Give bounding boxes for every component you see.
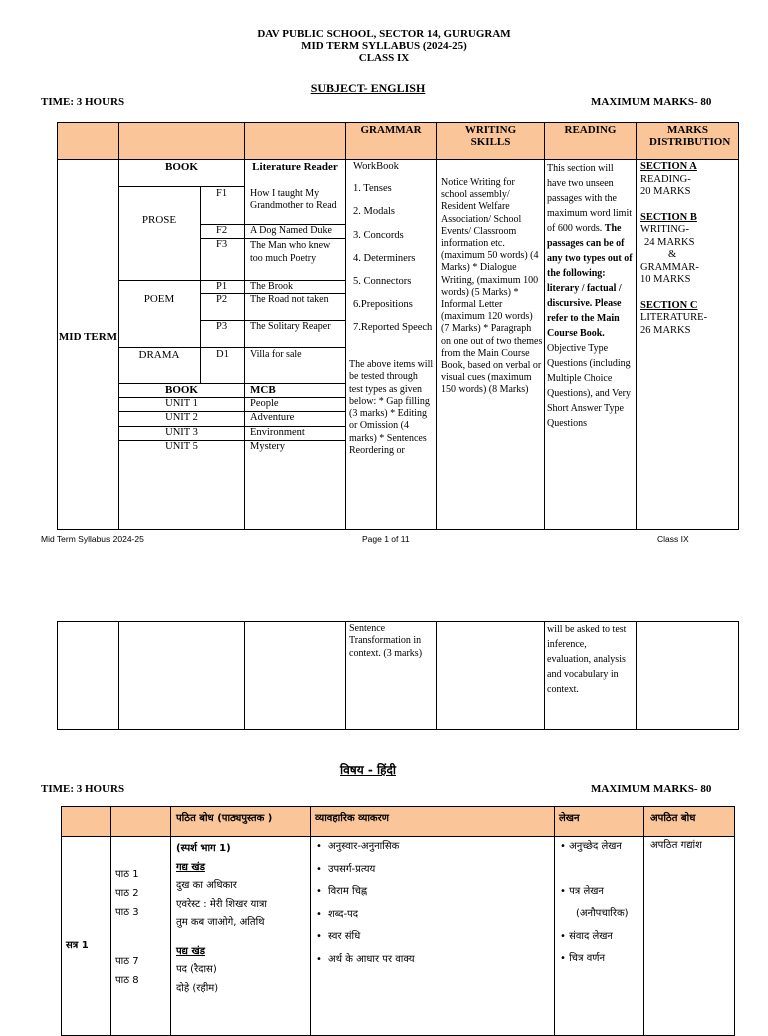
writing-topic: • अनुच्छेद लेखन [560,841,622,852]
book-label: BOOK [164,161,198,173]
chapter-title: The Road not taken [250,294,329,305]
reading-text [547,161,635,431]
grammar-topic: • अर्थ के आधार पर वाक्य [316,953,552,976]
header-grammar: GRAMMAR [345,122,437,160]
unit-label: UNIT 1 [165,398,198,409]
section-b-value: WRITING- [640,224,689,235]
unit-title: Mystery [250,441,285,452]
unit-label: UNIT 2 [165,412,198,423]
grammar-topic: • स्वर संधि [316,930,552,953]
chapter-title: The Solitary Reaper [250,321,331,332]
grammar-topic: • शब्द-पद [316,908,552,931]
prose-title: तुम कब जाओगे, अतिथि [176,917,265,928]
lesson-number: पाठ 3 [115,907,139,918]
poetry-title: दोहे (रहीम) [176,982,219,994]
header-blank-1 [57,122,119,160]
grammar-item: 6.Prepositions [353,299,413,310]
header-blank-2 [118,122,245,160]
mcb-book-label: BOOK [164,384,198,396]
hindi-max-marks: MAXIMUM MARKS- 80 [591,783,712,795]
grammar-item: 4. Determiners [353,253,416,264]
unit-label: UNIT 5 [165,441,198,452]
grammar-item: 7.Reported Speech [353,322,433,333]
unit-title: People [250,398,279,409]
reading-questions: Objective Type Questions (including Multiple Choice Questions), and Very Short Answer Type Questions [547,343,631,429]
chapter-title: The Brook [250,281,294,292]
prose-title: दुख का अधिकार [176,880,237,891]
footer-page: Page 1 of 11 [362,534,410,544]
unit-title: Environment [250,427,305,438]
writing-topic: • चित्र वर्णन [560,953,606,964]
chapter-title: How I taught My Grandmother to Read [250,188,337,211]
english-time: TIME: 3 HOURS [41,96,125,108]
writing-topic: • पत्र लेखन [560,886,604,897]
school-name: DAV PUBLIC SCHOOL, SECTOR 14, GURUGRAM [257,28,511,40]
grammar-item: WorkBook [353,161,399,172]
unit-title: Adventure [250,412,295,423]
hindi-textbook-text [176,840,308,998]
lesson-number: पाठ 2 [115,888,139,899]
term-label: MID TERM [58,331,118,343]
syllabus-title: MID TERM SYLLABUS (2024-25) [301,40,467,52]
chapter-title: The Man who knew too much Poetry [250,240,331,264]
section-a-value: READING- 20 MARKS [640,173,691,197]
hindi-header-textbook: पठित बोध (पाठ्यपुस्तक ) [170,806,311,837]
hindi-header-writing: लेखन [554,806,644,837]
hindi-header-grammar: व्यावहारिक व्याकरण [310,806,555,837]
prose-title: एवरेस्ट : मेरी शिखर यात्रा [176,898,268,910]
lit-reader-label: Literature Reader [252,161,338,173]
hindi-writing-list [560,840,644,974]
hindi-term-label: सत्र 1 [66,940,89,951]
chapter-code: F1 [216,188,228,199]
unseen-passage-text: अपठित गद्यांश [650,840,702,851]
term-cell [57,159,119,530]
header-marks-distribution: MARKS DISTRIBUTION [636,122,739,160]
header-writing-skills: WRITING SKILLS [436,122,545,160]
cont-cell-marks [636,621,739,730]
reading-passages: The passages can be of any two types out of the following: literary / factual / discursive. Please refer to the Main Course Book. [547,223,633,339]
english-max-marks: MAXIMUM MARKS- 80 [591,96,712,108]
hindi-grammar-list [316,840,552,975]
subject-hindi-title: विषय - हिंदी [340,763,396,777]
class-title: CLASS IX [358,52,410,64]
prose-label: PROSE [141,214,177,226]
unit-label: UNIT 3 [165,427,198,438]
lesson-number: पाठ 8 [115,975,139,986]
grammar-item: 3. Concords [353,230,404,241]
grammar-topic: • विराम चिह्न [316,885,552,908]
lesson-number: पाठ 1 [115,869,139,880]
header-reading: READING [544,122,637,160]
grammar-item: 2. Modals [353,206,395,217]
writing-topic: • संवाद लेखन [560,931,613,942]
hindi-header-blank-2 [110,806,171,837]
grammar-topic: • अनुस्वार-अनुनासिक [316,840,552,863]
footer-left: Mid Term Syllabus 2024-25 [41,534,144,544]
writing-skills-text: Notice Writing for school assembly/ Resident Welfare Association/ School Events/ Classroom information etc. (maximum 50 words) (4 Marks) * Dialogue Writing, (maximum 100 words) (5 Marks) * Informal Letter (maximum 120 words) (7 Marks) * Paragraph on one out of two themes from the Main Course Book, based on verbal or visual cues (maximum 150 words) (8 Marks) [441,177,543,396]
grammar-note: The above items will be tested through test types as given below: * Gap filling (3 marks) * Editing or Omission (4 marks) * Sentences Reordering or [349,359,434,457]
chapter-code: P2 [216,294,228,305]
poem-label: POEM [143,293,175,305]
reading-cont-text: will be asked to test inference, evaluation, analysis and vocabulary in context. [547,624,627,695]
section-c-label: SECTION C [640,299,698,311]
lesson-number: पाठ 7 [115,956,139,967]
marks-text [640,161,738,337]
cont-cell-term [57,621,119,730]
hindi-header-unseen: अपठित बोध [643,806,735,837]
poetry-section-label: पद्य खंड [176,945,205,957]
chapter-code: F3 [216,239,228,250]
chapter-title: A Dog Named Duke [250,225,332,236]
chapter-code: F2 [216,225,228,236]
section-b-value: 24 MARKS [644,236,695,248]
header-blank-3 [244,122,346,160]
hindi-time: TIME: 3 HOURS [41,783,125,795]
grammar-item: 5. Connectors [353,276,412,287]
grammar-cont-text: Sentence Transformation in context. (3 marks) [349,623,423,659]
section-b-value: & [668,249,677,260]
chapter-code: P1 [216,281,228,292]
writing-topic-note: (अनौपचारिक) [576,908,629,919]
section-a-label: SECTION A [640,161,697,172]
section-b-value: GRAMMAR- [640,261,699,273]
poetry-title: पद (रैदास) [176,964,217,975]
chapter-code: D1 [216,349,229,360]
cont-cell-writing [436,621,545,730]
cont-cell-book [118,621,245,730]
cont-cell-lit [244,621,346,730]
subject-english-title: SUBJECT- ENGLISH [310,81,426,95]
hindi-unseen-cell [643,836,735,1036]
drama-label: DRAMA [138,349,180,361]
section-b-label: SECTION B [640,211,697,223]
prose-section-label: गद्य खंड [176,861,205,873]
hindi-term-cell [61,836,111,1036]
grammar-item: 1. Tenses [353,183,392,194]
book-name: (स्पर्श भाग 1) [176,843,231,854]
hindi-header-blank-1 [61,806,111,837]
chapter-code: P3 [216,321,228,332]
reading-intro: This section will have two unseen passages with the maximum word limit of 600 words. [547,163,632,234]
chapter-title: Villa for sale [250,349,302,360]
footer-right: Class IX [657,534,689,544]
section-b-value: 10 MARKS [640,274,691,285]
section-c-value: LITERATURE- 26 MARKS [640,312,708,336]
grammar-topic: • उपसर्ग-प्रत्यय [316,863,552,886]
hindi-lessons-cell [110,836,171,1036]
mcb-label: MCB [250,384,276,396]
